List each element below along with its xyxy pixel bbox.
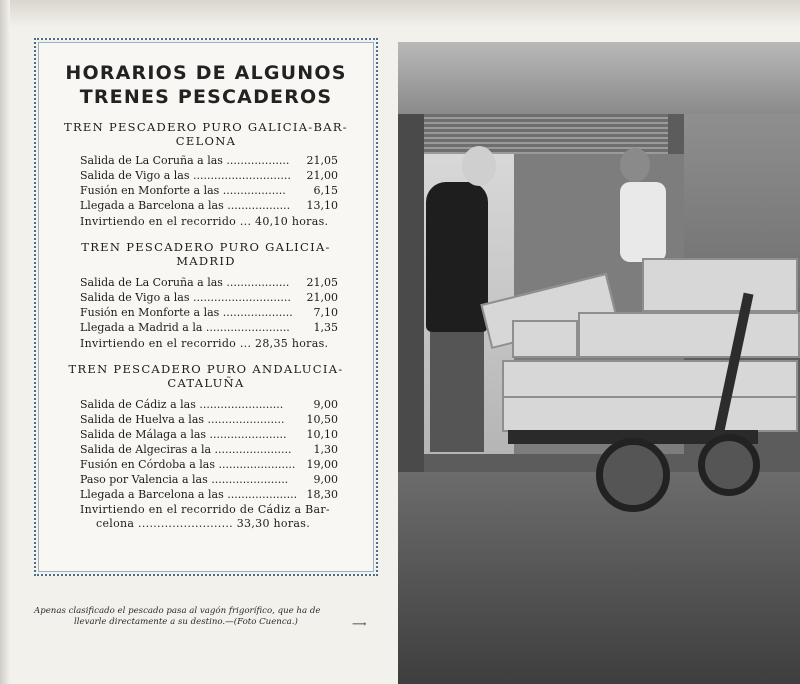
row-time: 21,05 — [306, 276, 338, 289]
table-row — [80, 413, 338, 427]
photo-crate — [642, 258, 798, 312]
table-row — [80, 184, 338, 198]
photo-worker — [620, 182, 666, 262]
row-time: 19,00 — [306, 458, 338, 471]
row-label: Paso por Valencia a las ...................... — [80, 473, 289, 486]
section-2-total: Invirtiendo en el recorrido ... 28,35 horas. — [80, 337, 329, 350]
row-label: Salida de Málaga a las ...................... — [80, 428, 287, 441]
row-time: 1,35 — [313, 321, 338, 334]
table-row — [80, 199, 338, 213]
table-row — [80, 428, 338, 442]
table-row — [80, 291, 338, 305]
row-label: Fusión en Monforte a las .................... — [80, 306, 293, 319]
row-time: 10,50 — [306, 413, 338, 426]
row-time: 7,10 — [313, 306, 338, 319]
row-time: 21,05 — [306, 154, 338, 167]
row-label: Salida de Vigo a las ............................ — [80, 291, 291, 304]
table-row — [80, 306, 338, 320]
photo-crate — [578, 312, 800, 358]
row-label: Llegada a Barcelona a las .................... — [80, 488, 298, 501]
photo-caption — [34, 606, 374, 628]
row-time: 21,00 — [306, 291, 338, 304]
row-label: Fusión en Monforte a las .................. — [80, 184, 286, 197]
photo-crate — [512, 320, 578, 358]
row-label: Llegada a Barcelona a las .................. — [80, 199, 291, 212]
table-row — [80, 443, 338, 457]
caption-line2: llevarle directamente a su destino.—(Foto Cuenca.) — [74, 617, 298, 627]
row-time: 21,00 — [306, 169, 338, 182]
row-time: 13,10 — [306, 199, 338, 212]
table-row — [80, 276, 338, 290]
row-label: Salida de La Coruña a las .................. — [80, 276, 290, 289]
table-row — [80, 169, 338, 183]
row-time: 6,15 — [313, 184, 338, 197]
section-1-title-line1: TREN PESCADERO PURO GALICIA-BAR- — [64, 120, 348, 134]
photo-crate — [502, 360, 798, 398]
row-label: Salida de Vigo a las ............................ — [80, 169, 291, 182]
table-row — [80, 321, 338, 335]
table-row — [80, 398, 338, 412]
section-1-total: Invirtiendo en el recorrido ... 40,10 horas. — [80, 215, 329, 228]
row-label: Llegada a Madrid a la ........................ — [80, 321, 290, 334]
row-time: 18,30 — [306, 488, 338, 501]
page-top-shadow — [0, 0, 800, 28]
section-1-title-line2: CELONA — [175, 134, 237, 148]
table-row — [80, 473, 338, 487]
table-row — [80, 488, 338, 502]
row-label: Salida de Huelva a las ...................... — [80, 413, 285, 426]
timetable-title-line2: TRENES PESCADEROS — [79, 86, 333, 108]
table-row — [80, 458, 338, 472]
fish-cart-photo — [398, 42, 800, 684]
row-time: 10,10 — [306, 428, 338, 441]
photo-post — [398, 114, 424, 474]
row-time: 9,00 — [313, 398, 338, 411]
photo-wet-floor — [398, 472, 800, 684]
photo-cart-wheel — [596, 438, 670, 512]
caption-line1: Apenas clasificado el pescado pasa al vagón frigorífico, que ha de — [34, 606, 321, 616]
section-3-total-line2: celona ......................... 33,30 horas. — [96, 517, 311, 530]
page-gutter-shadow — [0, 0, 10, 684]
photo-lintel — [398, 42, 800, 114]
row-time: 1,30 — [313, 443, 338, 456]
section-2-title-line1: TREN PESCADERO PURO GALICIA- — [81, 240, 331, 254]
timetable-title-line1: HORARIOS DE ALGUNOS — [65, 62, 347, 84]
section-3-title-line2: CATALUÑA — [167, 376, 245, 390]
photo-man-head — [462, 146, 496, 186]
table-row — [80, 154, 338, 168]
section-3-title-line1: TREN PESCADERO PURO ANDALUCIA- — [68, 362, 344, 376]
photo-worker-head — [620, 148, 650, 182]
section-3-total-line1: Invirtiendo en el recorrido de Cádiz a Bar- — [80, 503, 330, 516]
photo-cart-wheel — [698, 434, 760, 496]
section-2-title-line2: MADRID — [176, 254, 236, 268]
photo-man-legs — [430, 332, 484, 452]
photo-crate — [502, 396, 798, 432]
row-label: Salida de Cádiz a las ........................ — [80, 398, 284, 411]
photo-man — [426, 182, 488, 332]
row-label: Salida de La Coruña a las .................. — [80, 154, 290, 167]
row-label: Salida de Algeciras a la ...................... — [80, 443, 292, 456]
row-time: 9,00 — [313, 473, 338, 486]
row-label: Fusión en Córdoba a las ...................... — [80, 458, 296, 471]
arrow-right-icon: ⟶ — [352, 619, 367, 630]
